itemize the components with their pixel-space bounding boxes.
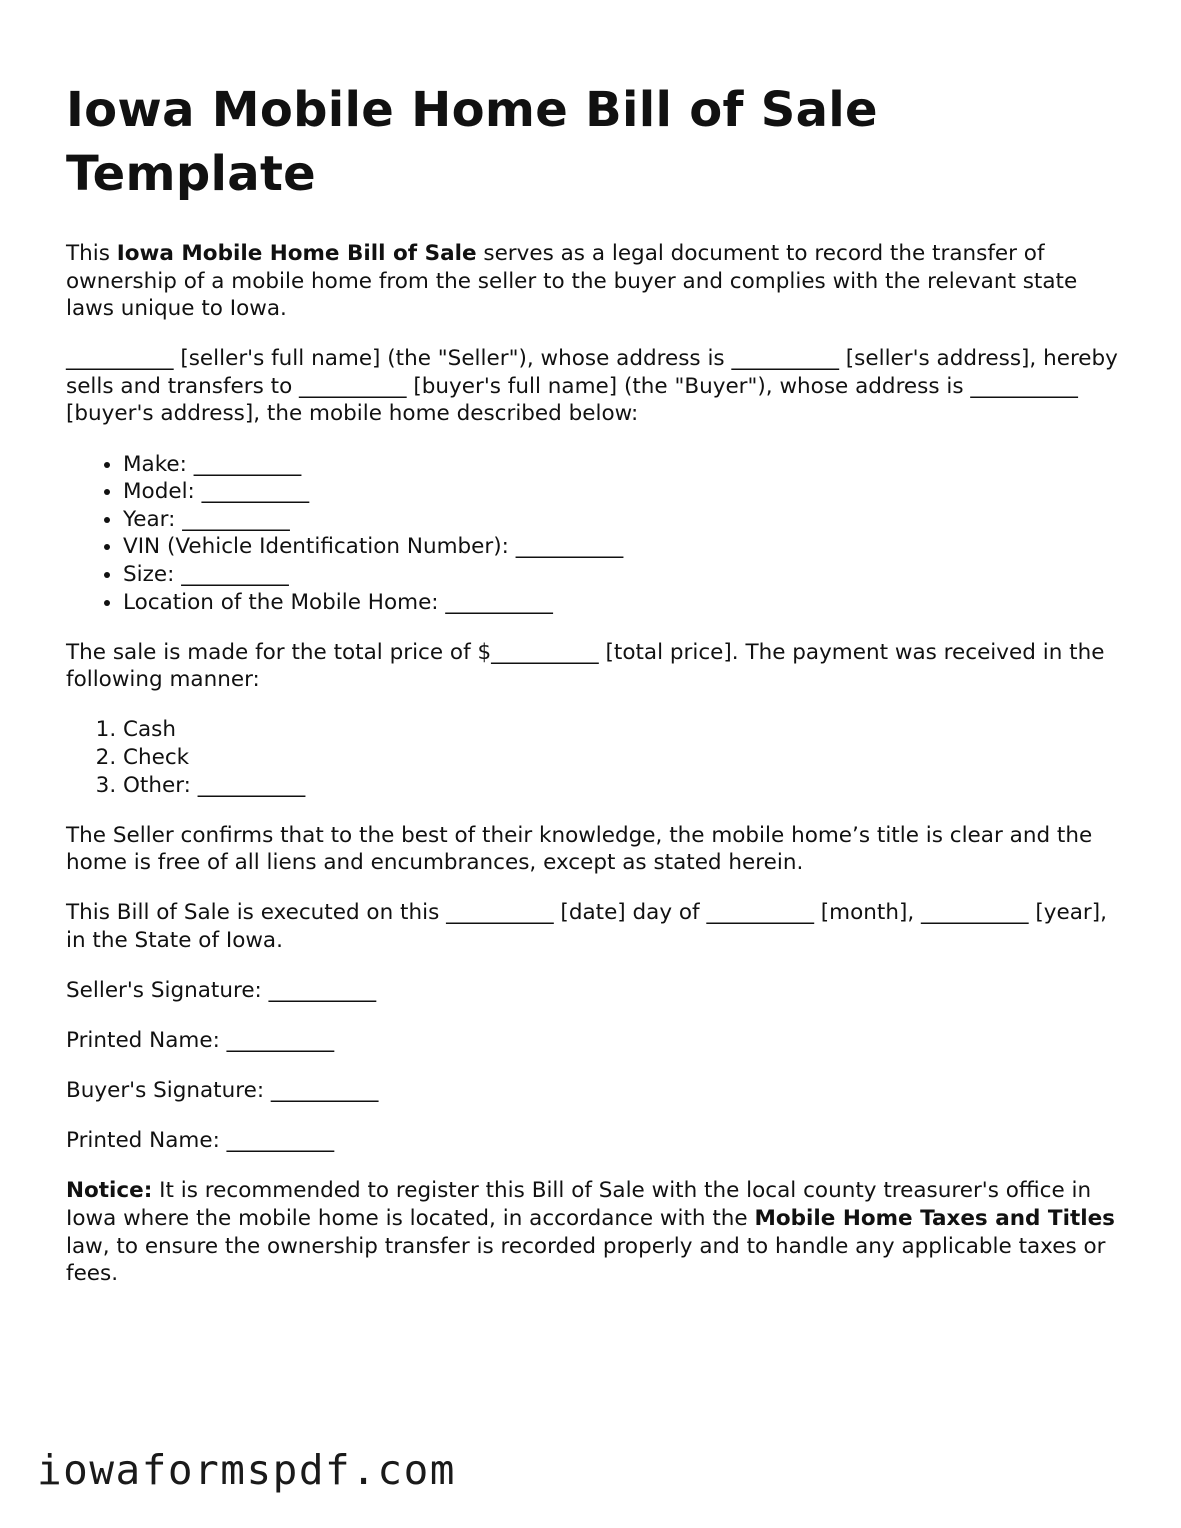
- parties-paragraph: __________ [seller's full name] (the "Seller"), whose address is __________ [seller's address], hereby sells and transfers to __________ [buyer's full name] (the "Buyer"), whose address is __________ [buyer's address], the mobile home described below:: [66, 346, 1118, 427]
- notice-text-2: law, to ensure the ownership transfer is recorded properly and to handle any applicable taxes or fees.: [66, 1233, 1106, 1287]
- notice-paragraph: [66, 1177, 1126, 1287]
- list-item: 3. Other: __________: [123, 772, 1126, 800]
- notice-bold-law: Mobile Home Taxes and Titles: [754, 1205, 1115, 1231]
- intro-paragraph: [66, 240, 1126, 323]
- intro-bold-term: Iowa Mobile Home Bill of Sale: [116, 241, 477, 266]
- list-item: • Model: __________: [123, 478, 1126, 506]
- page-title: Iowa Mobile Home Bill of Sale Template: [66, 82, 878, 202]
- details-list: [66, 451, 1126, 617]
- title-clear-paragraph: The Seller confirms that to the best of their knowledge, the mobile home’s title is clear and the home is free of all liens and encumbrances, except as stated herein.: [66, 822, 1093, 876]
- intro-prefix: This: [66, 241, 117, 266]
- notice-text-1: It is recommended to register this Bill of Sale with the local county treasurer's office in Iowa where the mobile home is located, in accordance with the: [66, 1178, 1092, 1231]
- buyer-signature-line: Buyer's Signature: __________: [66, 1078, 379, 1104]
- list-item: • Location of the Mobile Home: __________: [123, 589, 1126, 617]
- payment-methods-list: [66, 716, 1126, 799]
- executed-paragraph: This Bill of Sale is executed on this __________ [date] day of __________ [month], __________ [year], in the State of Iowa.: [66, 900, 1107, 953]
- seller-printed-name-line: Printed Name: __________: [66, 1028, 335, 1054]
- buyer-printed-name-line: Printed Name: __________: [66, 1128, 335, 1154]
- list-item: • VIN (Vehicle Identification Number): __________: [123, 533, 1126, 561]
- list-item: 2. Check: [123, 744, 1126, 772]
- list-item: • Year: __________: [123, 506, 1126, 534]
- site-watermark: iowaformspdf.com: [37, 1446, 456, 1494]
- seller-signature-line: Seller's Signature: __________: [66, 977, 377, 1003]
- document-page: [66, 78, 1126, 1310]
- list-item: • Make: __________: [123, 451, 1126, 479]
- intro-suffix: serves as a legal document to record the transfer of ownership of a mobile home from the seller to the buyer and complies with the relevant state laws unique to Iowa.: [66, 241, 1078, 322]
- price-paragraph: The sale is made for the total price of $__________ [total price]. The payment was received in the following manner:: [66, 639, 1105, 693]
- list-item: • Size: __________: [123, 561, 1126, 589]
- list-item: 1. Cash: [123, 716, 1126, 744]
- notice-label: Notice:: [66, 1178, 153, 1204]
